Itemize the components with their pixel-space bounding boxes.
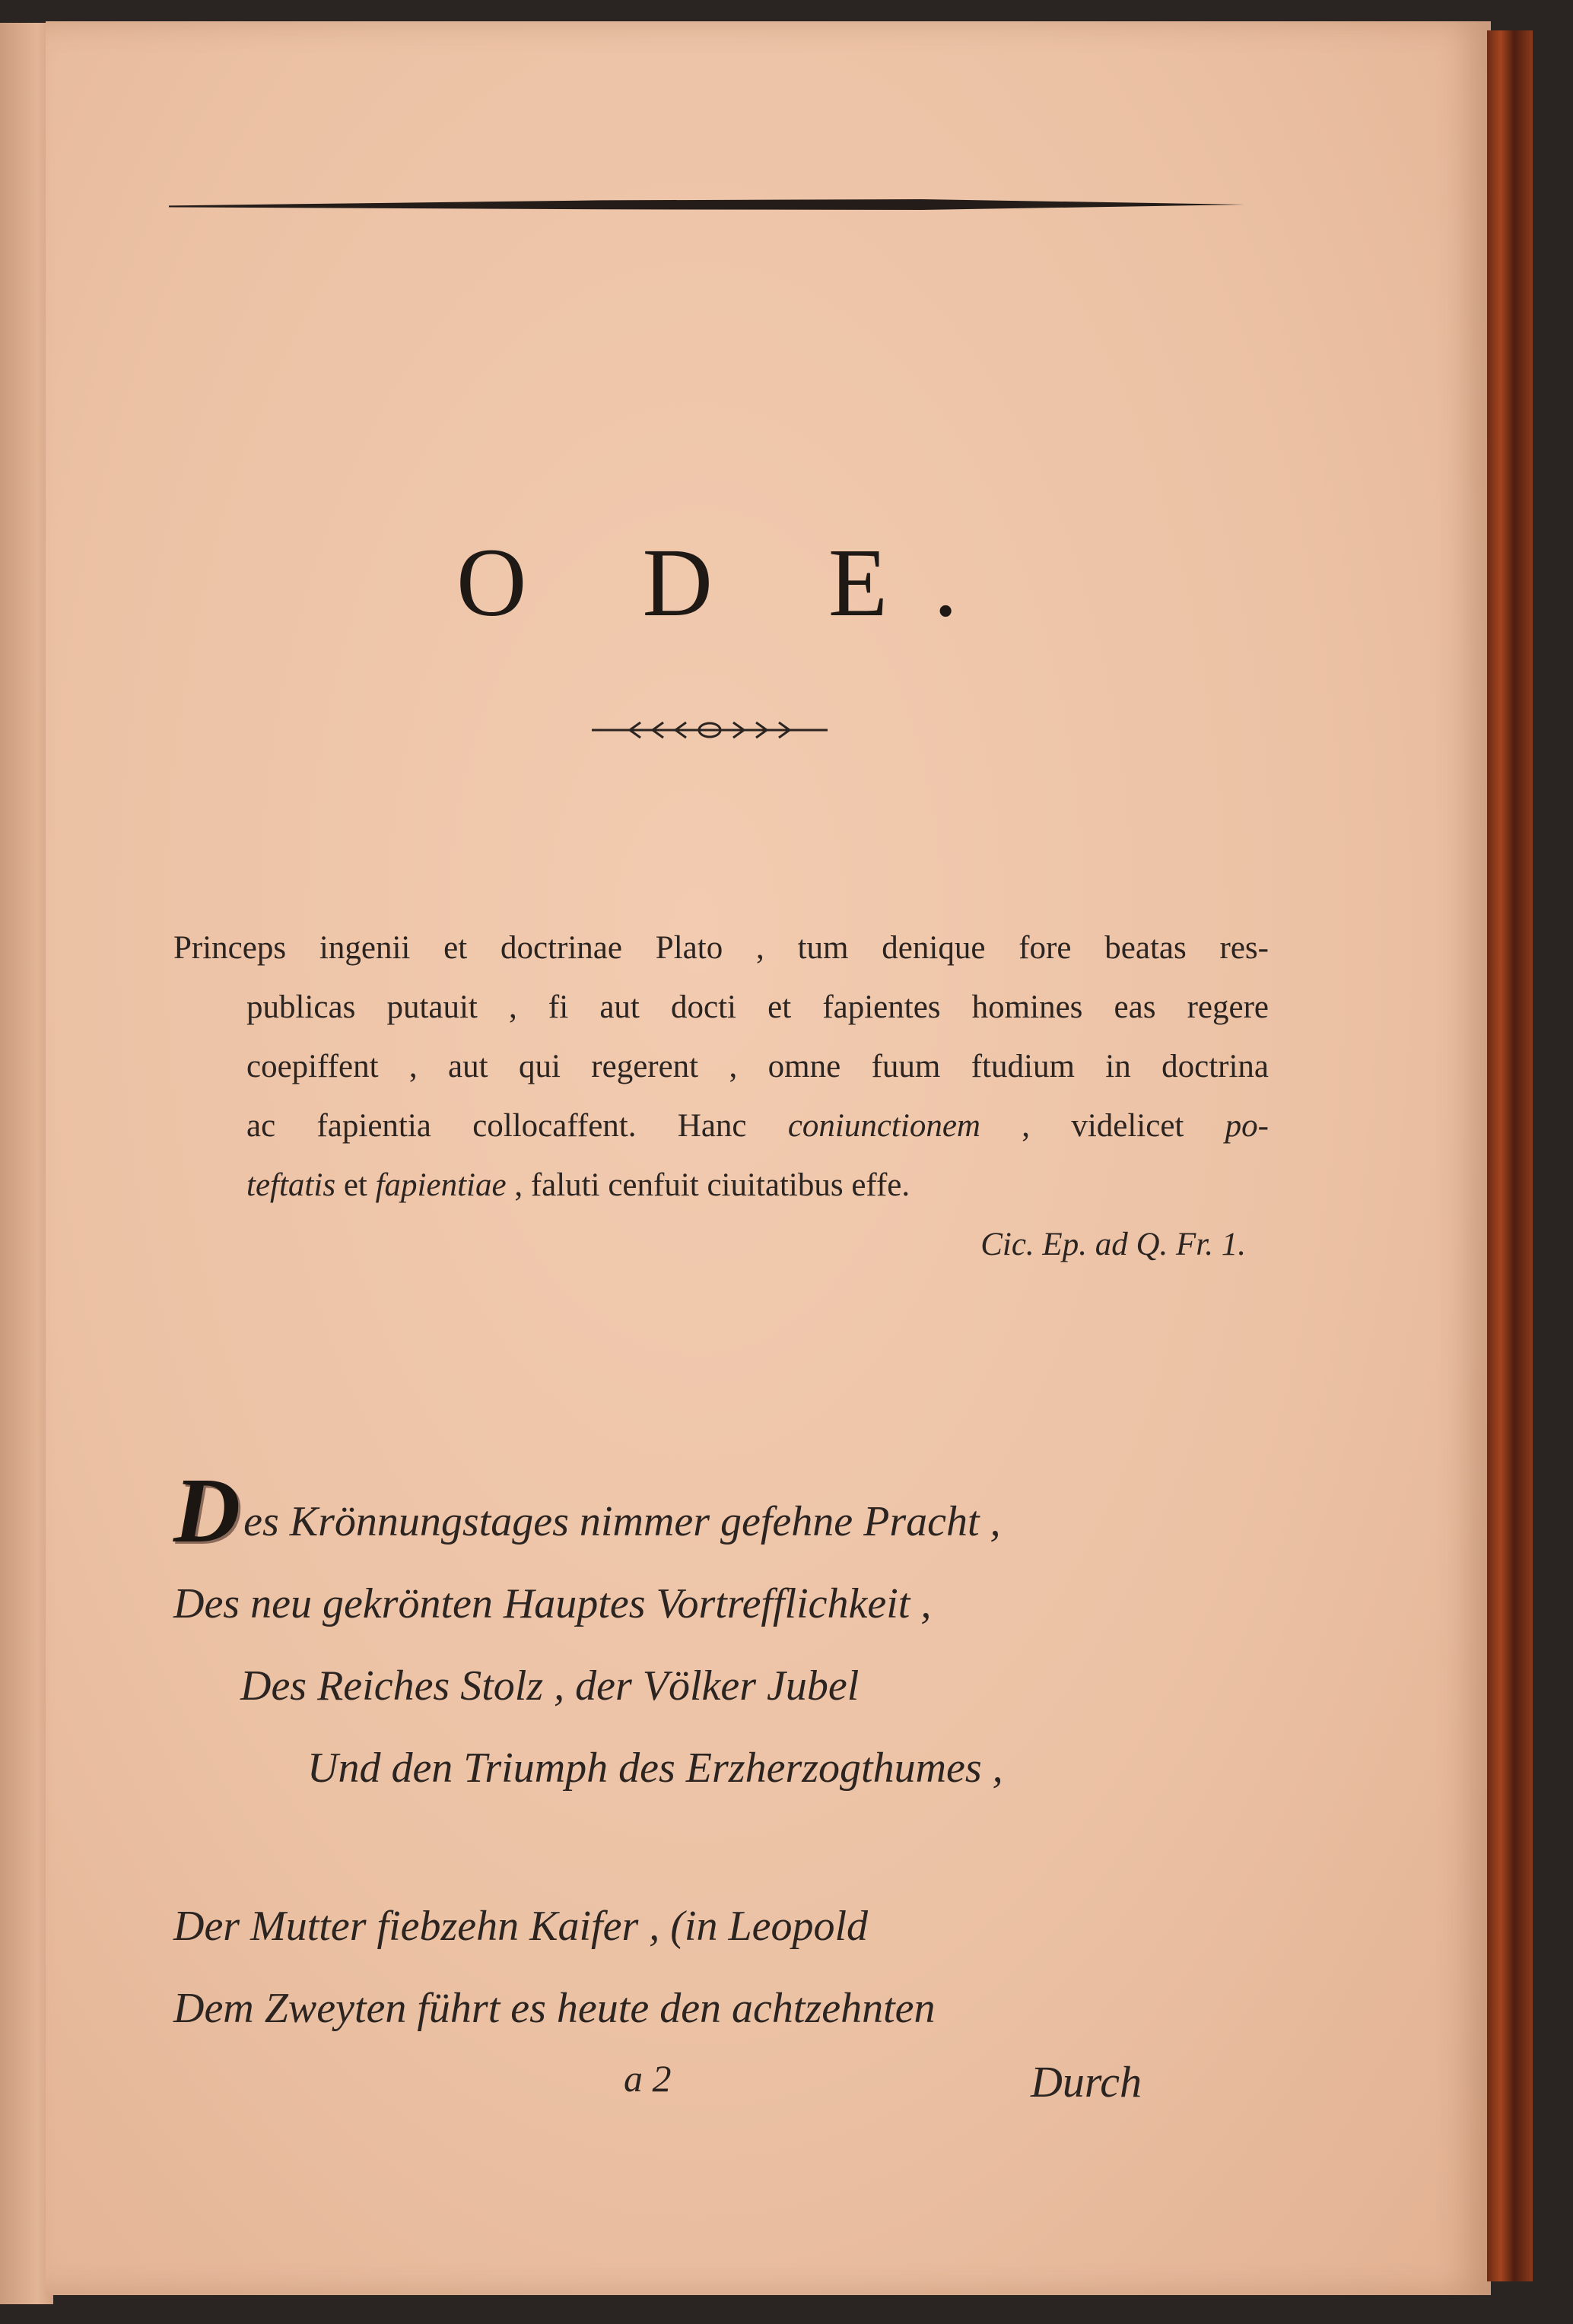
poem-line: Des Reiches Stolz , der Völker Jubel [240,1662,860,1710]
page-footer [46,2056,1491,2117]
ornament-divider-icon [592,715,828,745]
epigraph-emphasis: fapientiae [375,1167,507,1203]
page-title: O D E. [456,529,1004,637]
signature-mark: a 2 [624,2057,672,2100]
drop-capital: D [173,1459,241,1562]
epigraph-emphasis: po- [1225,1108,1269,1144]
epigraph-text: , videlicet [980,1108,1225,1144]
epigraph-emphasis: coniunctionem [787,1108,980,1144]
epigraph-text: ac fapientia collocaffent. Hanc [246,1108,788,1144]
book-page [46,21,1491,2295]
poem-line-text: es Krönnungstages nimmer gefehne Pracht , [243,1498,1001,1545]
poem-body [173,1459,1254,2049]
latin-epigraph [173,919,1269,1275]
poem-line: Des neu gekrönten Hauptes Vortrefflichkeit , [173,1580,932,1627]
poem-line [173,1459,1254,1563]
epigraph-citation: Cic. Ep. ad Q. Fr. 1. [980,1227,1246,1262]
header-rule [169,199,1244,210]
epigraph-line [173,1097,1269,1156]
epigraph-line [173,1156,1269,1215]
epigraph-text: et [335,1167,376,1203]
book-binding-edge [1487,30,1533,2281]
epigraph-line: Princeps ingenii et doctrinae Plato , tum denique fore beatas res- [173,930,1269,966]
poem-line: Der Mutter fiebzehn Kaifer , (in Leopold [173,1903,869,1950]
poem-line: Und den Triumph des Erzherzogthumes , [307,1745,1003,1792]
epigraph-line: coepiffent , aut qui regerent , omne fuum ftudium in doctrina [246,1049,1269,1084]
poem-line: Dem Zweyten führt es heute den achtzehnten [173,1985,936,2032]
epigraph-emphasis: teftatis [246,1167,336,1203]
epigraph-line: publicas putauit , fi aut docti et fapientes homines eas regere [246,989,1269,1025]
epigraph-text: , faluti cenfuit ciuitatibus effe. [506,1167,910,1203]
catchword: Durch [1031,2057,1142,2107]
